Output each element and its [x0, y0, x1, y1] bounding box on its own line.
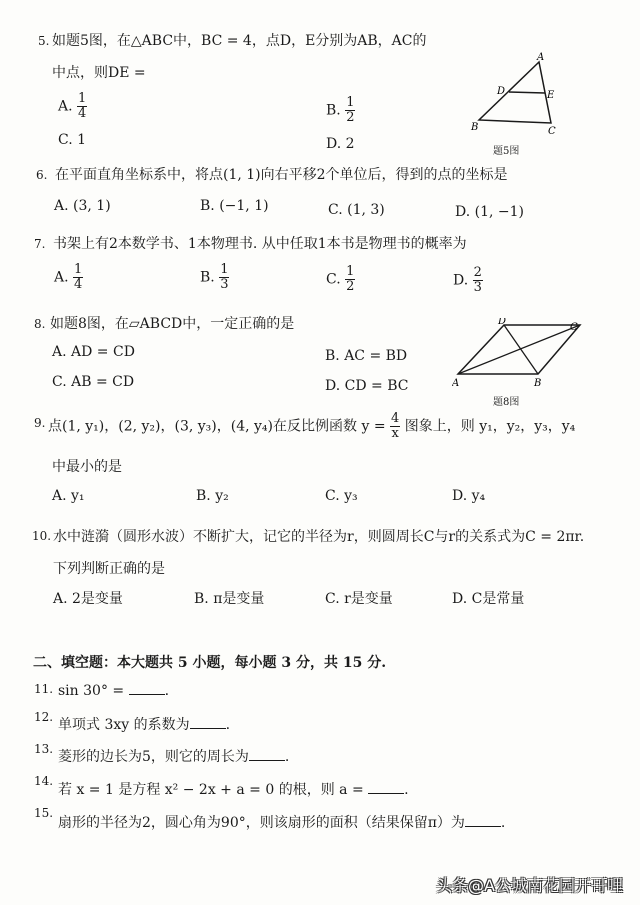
- q7-option-c[interactable]: C. $\frac{1}{2}$: [326, 264, 355, 294]
- q15-text: 扇形的半径为2，圆心角为90°，则该扇形的面积（结果保留π）为 .: [58, 815, 506, 831]
- q5-text-line2: 中点，则DE =: [52, 65, 146, 81]
- q6-option-a[interactable]: A. (3, 1): [54, 198, 111, 214]
- q10-text: 水中涟漪（圆形水波）不断扩大，记它的半径为r，则圆周长C与r的关系式为C = 2πr.: [53, 529, 585, 545]
- q9-option-c[interactable]: C. y₃: [325, 488, 358, 504]
- q14-text: 若 x = 1 是方程 x² − 2x + a = 0 的根，则 a = .: [58, 782, 409, 798]
- q5-number: 5.: [38, 34, 50, 48]
- q9-option-b[interactable]: B. y₂: [196, 488, 229, 504]
- q11-number: 11.: [34, 682, 54, 696]
- svg-text:D: D: [498, 318, 507, 327]
- q6-option-b[interactable]: B. (−1, 1): [200, 198, 269, 214]
- q15-answer-blank[interactable]: [465, 814, 501, 827]
- svg-text:C: C: [570, 322, 578, 333]
- q8-text: 如题8图，在▱ABCD中，一定正确的是: [50, 316, 295, 332]
- q6-option-d[interactable]: D. (1, −1): [455, 204, 524, 220]
- q10-option-b[interactable]: B. π是变量: [194, 591, 265, 607]
- q6-number: 6.: [36, 168, 48, 182]
- q10-option-a[interactable]: A. 2是变量: [53, 591, 123, 607]
- q5-option-b[interactable]: B. $\frac{1}{2}$: [326, 95, 355, 125]
- q5-option-c[interactable]: C. 1: [58, 132, 87, 148]
- q13-text: 菱形的边长为5，则它的周长为 .: [58, 749, 290, 765]
- q9-option-a[interactable]: A. y₁: [52, 488, 85, 504]
- section2-heading: 二、填空题：本大题共 5 小题，每小题 3 分，共 15 分.: [33, 655, 387, 671]
- fraction: $\frac{2}{3}$: [473, 265, 482, 295]
- q12-number: 12.: [34, 710, 54, 724]
- fraction: $\frac{1}{2}$: [346, 264, 355, 294]
- q6-option-c[interactable]: C. (1, 3): [328, 202, 385, 218]
- parallelogram-abcd-figure: [452, 318, 592, 390]
- q10-text-line2: 下列判断正确的是: [53, 561, 165, 577]
- svg-text:A: A: [537, 52, 545, 63]
- fraction: $\frac{1}{4}$: [78, 91, 87, 121]
- q13-answer-blank[interactable]: [249, 748, 285, 761]
- svg-text:D: D: [497, 86, 506, 97]
- q11-text: sin 30° = .: [58, 683, 170, 699]
- q12-text: 单项式 3xy 的系数为 .: [58, 717, 231, 733]
- q9-option-d[interactable]: D. y₄: [452, 488, 486, 504]
- svg-text:C: C: [548, 126, 556, 137]
- q8-option-c[interactable]: C. AB = CD: [52, 374, 135, 390]
- q8-number: 8.: [34, 317, 46, 331]
- fraction: $\frac{1}{4}$: [74, 262, 83, 292]
- q5-option-d[interactable]: D. 2: [326, 136, 355, 152]
- q8-figure-caption: 题8图: [493, 397, 520, 408]
- svg-text:B: B: [471, 122, 479, 133]
- q10-option-c[interactable]: C. r是变量: [325, 591, 393, 607]
- q7-option-b[interactable]: B. $\frac{1}{3}$: [200, 262, 229, 292]
- q14-number: 14.: [34, 774, 54, 788]
- q14-answer-blank[interactable]: [368, 781, 404, 794]
- fraction: $\frac{1}{2}$: [346, 95, 355, 125]
- fraction: $\frac{4}{x}$: [391, 411, 400, 441]
- svg-text:A: A: [452, 378, 460, 389]
- q13-number: 13.: [34, 742, 54, 756]
- q7-text: 书架上有2本数学书、1本物理书. 从中任取1本书是物理书的概率为: [53, 236, 467, 252]
- q5-figure-caption: 题5图: [493, 146, 520, 157]
- q7-option-d[interactable]: D. $\frac{2}{3}$: [453, 265, 482, 295]
- q7-option-a[interactable]: A. $\frac{1}{4}$: [54, 262, 83, 292]
- svg-text:E: E: [547, 90, 555, 101]
- q8-option-b[interactable]: B. AC = BD: [325, 348, 408, 364]
- q8-option-d[interactable]: D. CD = BC: [325, 378, 409, 394]
- watermark: 头条@A公城南花园开哥哩: [436, 876, 623, 895]
- q5-option-a[interactable]: A. $\frac{1}{4}$: [58, 91, 87, 121]
- q5-text-line1: 如题5图，在△ABC中，BC = 4，点D，E分别为AB，AC的: [52, 33, 427, 49]
- q12-answer-blank[interactable]: [190, 716, 226, 729]
- q10-number: 10.: [32, 529, 52, 543]
- q6-text: 在平面直角坐标系中，将点(1, 1)向右平移2个单位后，得到的点的坐标是: [55, 167, 508, 183]
- q9-number: 9.: [34, 416, 46, 430]
- q15-number: 15.: [34, 806, 54, 820]
- q8-option-a[interactable]: A. AD = CD: [52, 344, 135, 360]
- q11-answer-blank[interactable]: [129, 682, 165, 695]
- q7-number: 7.: [34, 237, 46, 251]
- q9-text: 点(1, y₁)，(2, y₂)，(3, y₃)，(4, y₄)在反比例函数 y = $\frac{4}{x}$ 图象上，则 y₁，y₂，y₃，y₄: [48, 411, 576, 441]
- q9-text-line2: 中最小的是: [52, 459, 122, 475]
- svg-text:B: B: [534, 378, 542, 389]
- fraction: $\frac{1}{3}$: [220, 262, 229, 292]
- q10-option-d[interactable]: D. C是常量: [452, 591, 525, 607]
